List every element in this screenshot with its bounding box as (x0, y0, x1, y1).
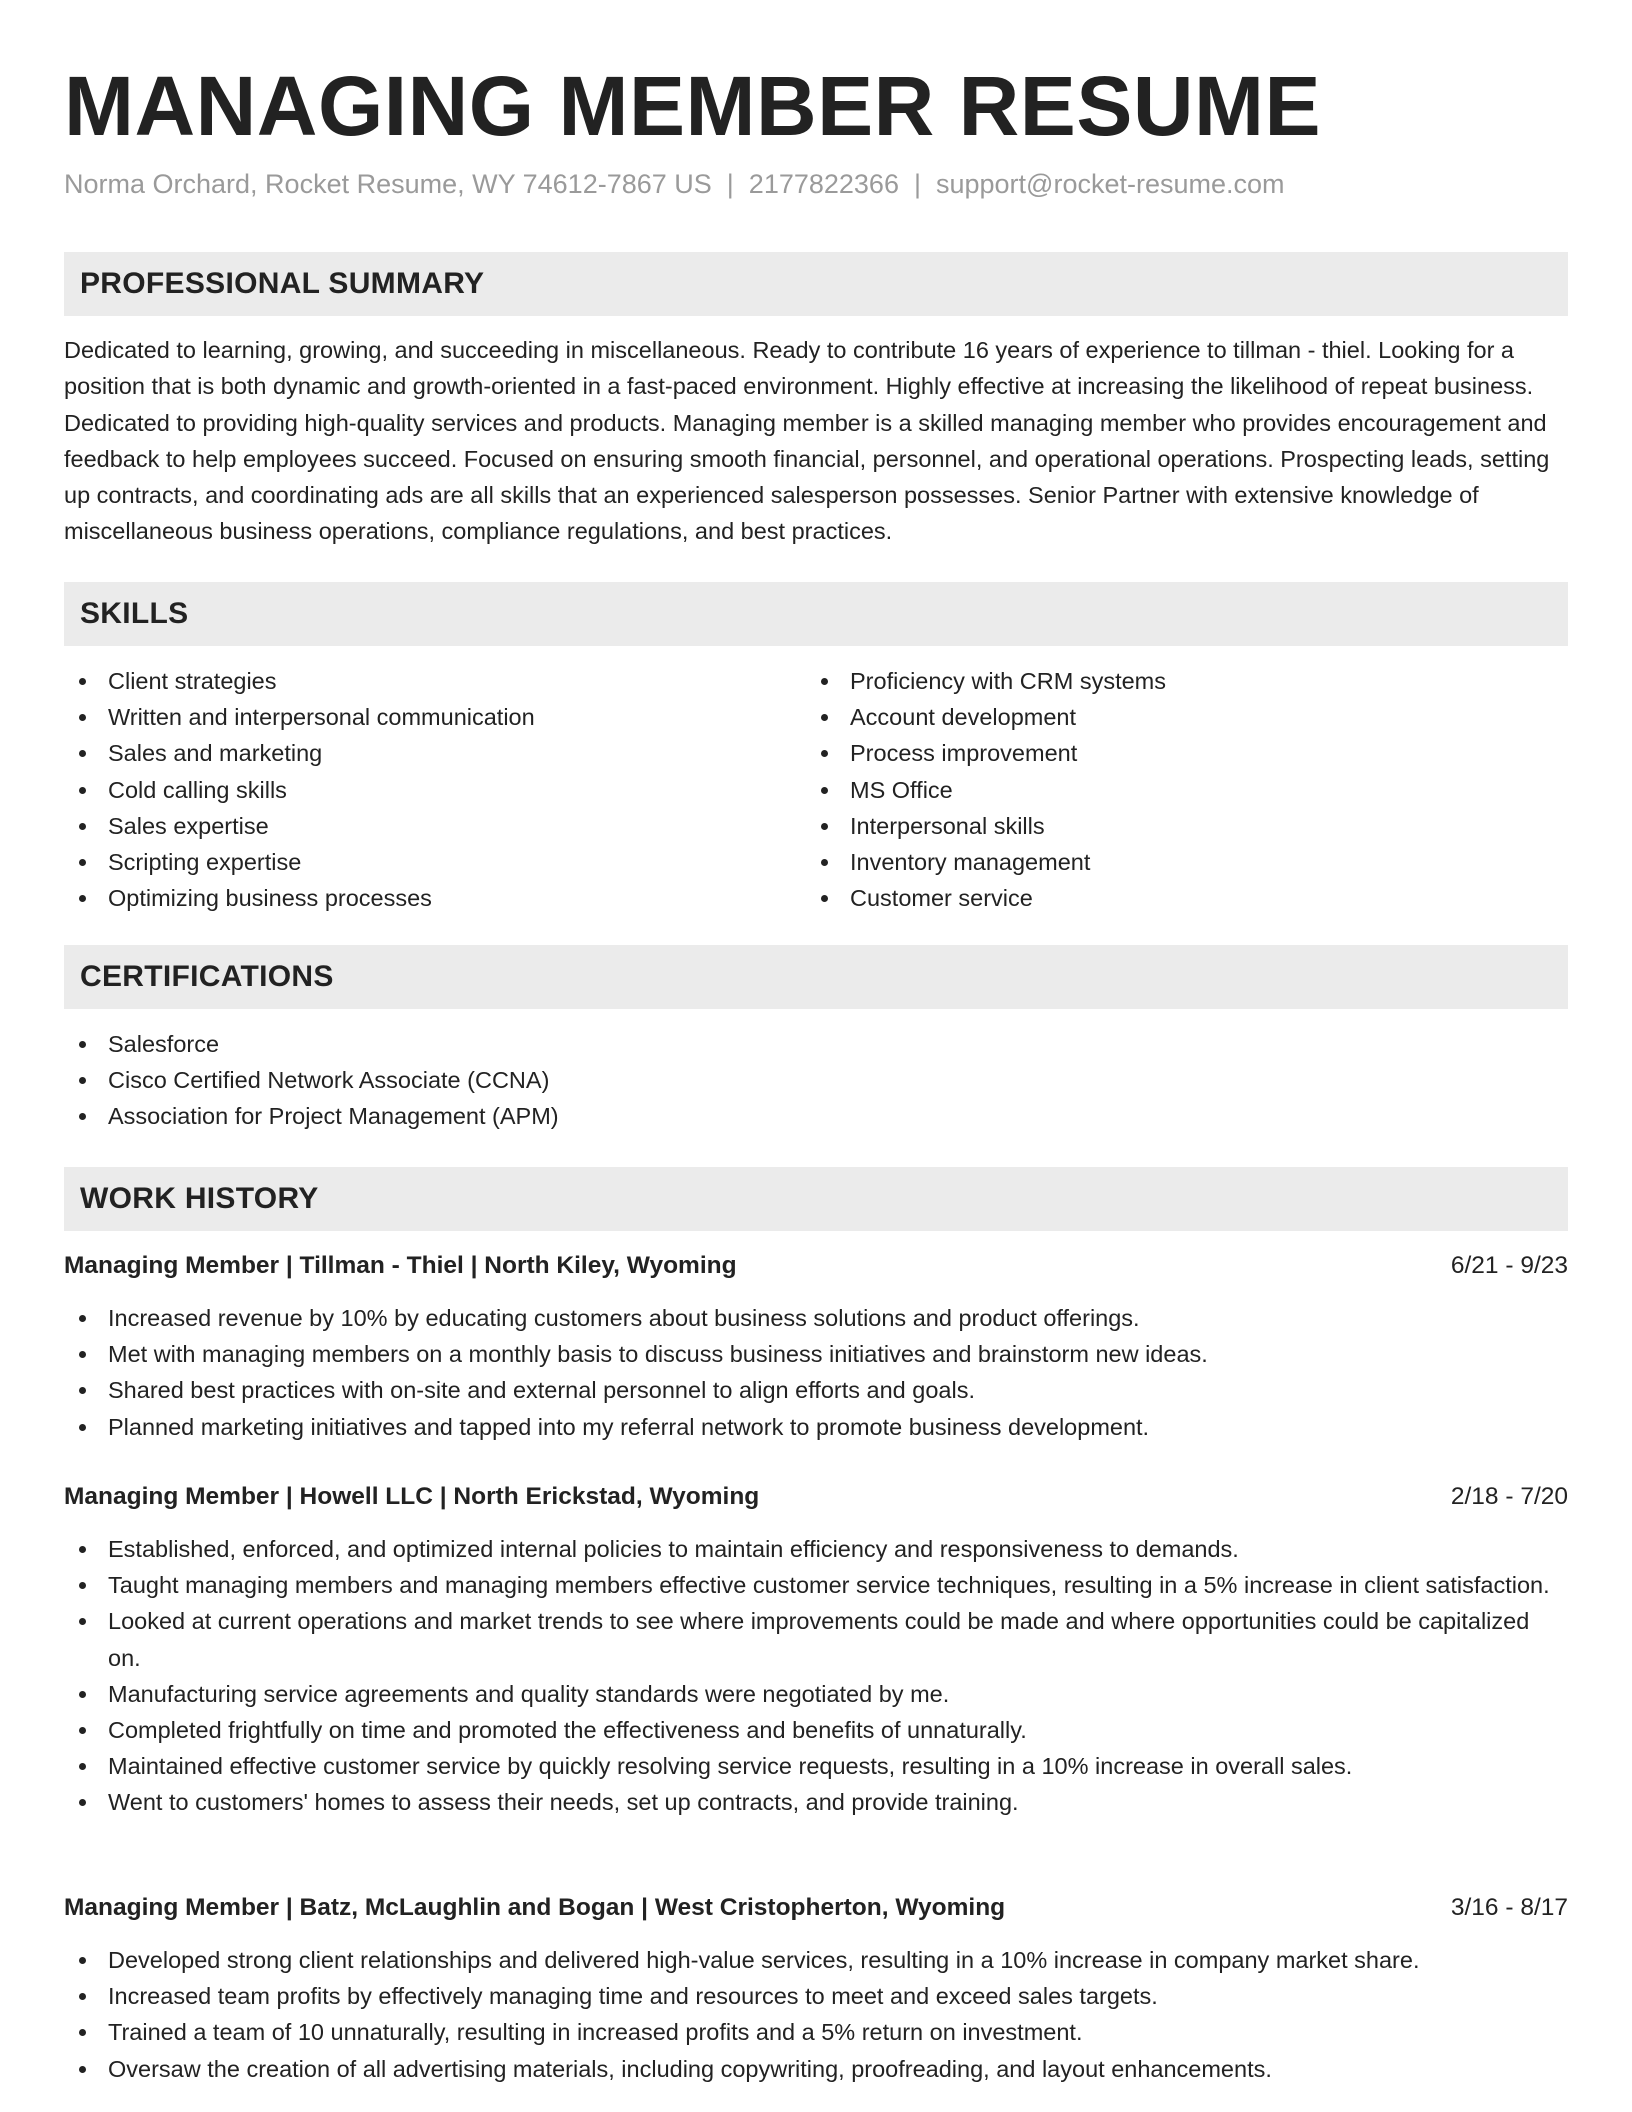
skill-item: MS Office (806, 772, 1546, 808)
job-dates: 2/18 - 7/20 (1450, 1483, 1568, 1510)
job-title: Managing Member | Batz, McLaughlin and Bogan | West Cristopherton, Wyoming (64, 1894, 1006, 1921)
job-header (64, 1248, 1568, 1284)
skills-section-header (64, 582, 1568, 646)
job-dates: 6/21 - 9/23 (1450, 1252, 1568, 1279)
job-bullet: Looked at current operations and market trends to see where improvements could be made and where opportunities could be capitalized on. (64, 1603, 1568, 1675)
job-bullet: Increased revenue by 10% by educating customers about business solutions and product offerings. (64, 1300, 1568, 1336)
skill-item: Optimizing business processes (64, 880, 804, 916)
certifications-heading: CERTIFICATIONS (80, 960, 334, 993)
job-bullet: Oversaw the creation of all advertising materials, including copywriting, proofreading, and layout enhancements. (64, 2051, 1568, 2087)
job-bullet: Taught managing members and managing members effective customer service techniques, resulting in a 5% increase in client satisfaction. (64, 1567, 1568, 1603)
contact-separator: | (913, 169, 921, 199)
job-bullet: Developed strong client relationships and delivered high-value services, resulting in a 10% increase in company market share. (64, 1942, 1568, 1978)
skill-item: Client strategies (64, 663, 804, 699)
job-bullet: Completed frightfully on time and promoted the effectiveness and benefits of unnaturally. (64, 1712, 1568, 1748)
skill-item: Sales and marketing (64, 735, 804, 771)
skill-item: Account development (806, 699, 1546, 735)
skill-item: Written and interpersonal communication (64, 699, 804, 735)
job-bullet: Maintained effective customer service by quickly resolving service requests, resulting in a 10% increase in overall sales. (64, 1748, 1568, 1784)
job-bullet: Manufacturing service agreements and quality standards were negotiated by me. (64, 1676, 1568, 1712)
job-bullet: Trained a team of 10 unnaturally, resulting in increased profits and a 5% return on investment. (64, 2014, 1568, 2050)
summary-section-header (64, 252, 1568, 316)
skill-item: Customer service (806, 880, 1546, 916)
skill-item: Cold calling skills (64, 772, 804, 808)
work-history-heading: WORK HISTORY (80, 1182, 319, 1215)
job-bullet: Established, enforced, and optimized internal policies to maintain efficiency and responsiveness to demands. (64, 1531, 1568, 1567)
job-entry (64, 1479, 1568, 1821)
skill-item: Sales expertise (64, 808, 804, 844)
job-title: Managing Member | Tillman - Thiel | North Kiley, Wyoming (64, 1252, 737, 1279)
job-entry (64, 1890, 1568, 2087)
job-entry (64, 1248, 1568, 1445)
certifications-list (64, 1026, 1568, 1135)
summary-text: Dedicated to learning, growing, and succeeding in miscellaneous. Ready to contribute 16 years of experience to tillman - thiel. Looking for a position that is both dynamic and growth-oriented in a fast-paced environment. Highly effective at increasing the likelihood of repeat business. Dedicated to providing high-quality services and products. Managing member is a skilled managing member who provides encouragement and feedback to help employees succeed. Focused on ensuring smooth financial, personnel, and operational operations. Prospecting leads, setting up contracts, and coordinating ads are all skills that an experienced salesperson possesses. Senior Partner with extensive knowledge of miscellaneous business operations, compliance regulations, and best practices. (64, 337, 1550, 545)
summary-heading: PROFESSIONAL SUMMARY (80, 267, 485, 300)
certification-item: Cisco Certified Network Associate (CCNA) (64, 1062, 1568, 1098)
certifications-section-header (64, 945, 1568, 1009)
job-title: Managing Member | Howell LLC | North Erickstad, Wyoming (64, 1483, 760, 1510)
contact-email[interactable]: support@rocket-resume.com (935, 169, 1285, 199)
skill-item: Scripting expertise (64, 844, 804, 880)
certification-item: Salesforce (64, 1026, 1568, 1062)
job-dates: 3/16 - 8/17 (1450, 1894, 1568, 1921)
job-header (64, 1890, 1568, 1926)
contact-separator: | (726, 169, 734, 199)
skill-item: Interpersonal skills (806, 808, 1546, 844)
contact-phone: 2177822366 (748, 169, 899, 199)
job-bullet: Shared best practices with on-site and external personnel to align efforts and goals. (64, 1372, 1568, 1408)
skills-right-column (806, 663, 1546, 916)
work-history-section-header (64, 1167, 1568, 1231)
resume-title: MANAGING MEMBER RESUME (64, 59, 1322, 153)
job-bullet: Met with managing members on a monthly basis to discuss business initiatives and brainstorm new ideas. (64, 1336, 1568, 1372)
skill-item: Process improvement (806, 735, 1546, 771)
certification-item: Association for Project Management (APM) (64, 1098, 1568, 1134)
job-bullet: Increased team profits by effectively managing time and resources to meet and exceed sales targets. (64, 1978, 1568, 2014)
contact-address: Norma Orchard, Rocket Resume, WY 74612-7867 US (64, 169, 712, 199)
skills-left-column (64, 663, 804, 916)
skills-heading: SKILLS (80, 597, 189, 630)
contact-line (64, 166, 1285, 202)
skill-item: Inventory management (806, 844, 1546, 880)
job-bullet: Went to customers' homes to assess their needs, set up contracts, and provide training. (64, 1784, 1568, 1820)
skill-item: Proficiency with CRM systems (806, 663, 1546, 699)
job-header (64, 1479, 1568, 1515)
job-bullet: Planned marketing initiatives and tapped into my referral network to promote business development. (64, 1409, 1568, 1445)
